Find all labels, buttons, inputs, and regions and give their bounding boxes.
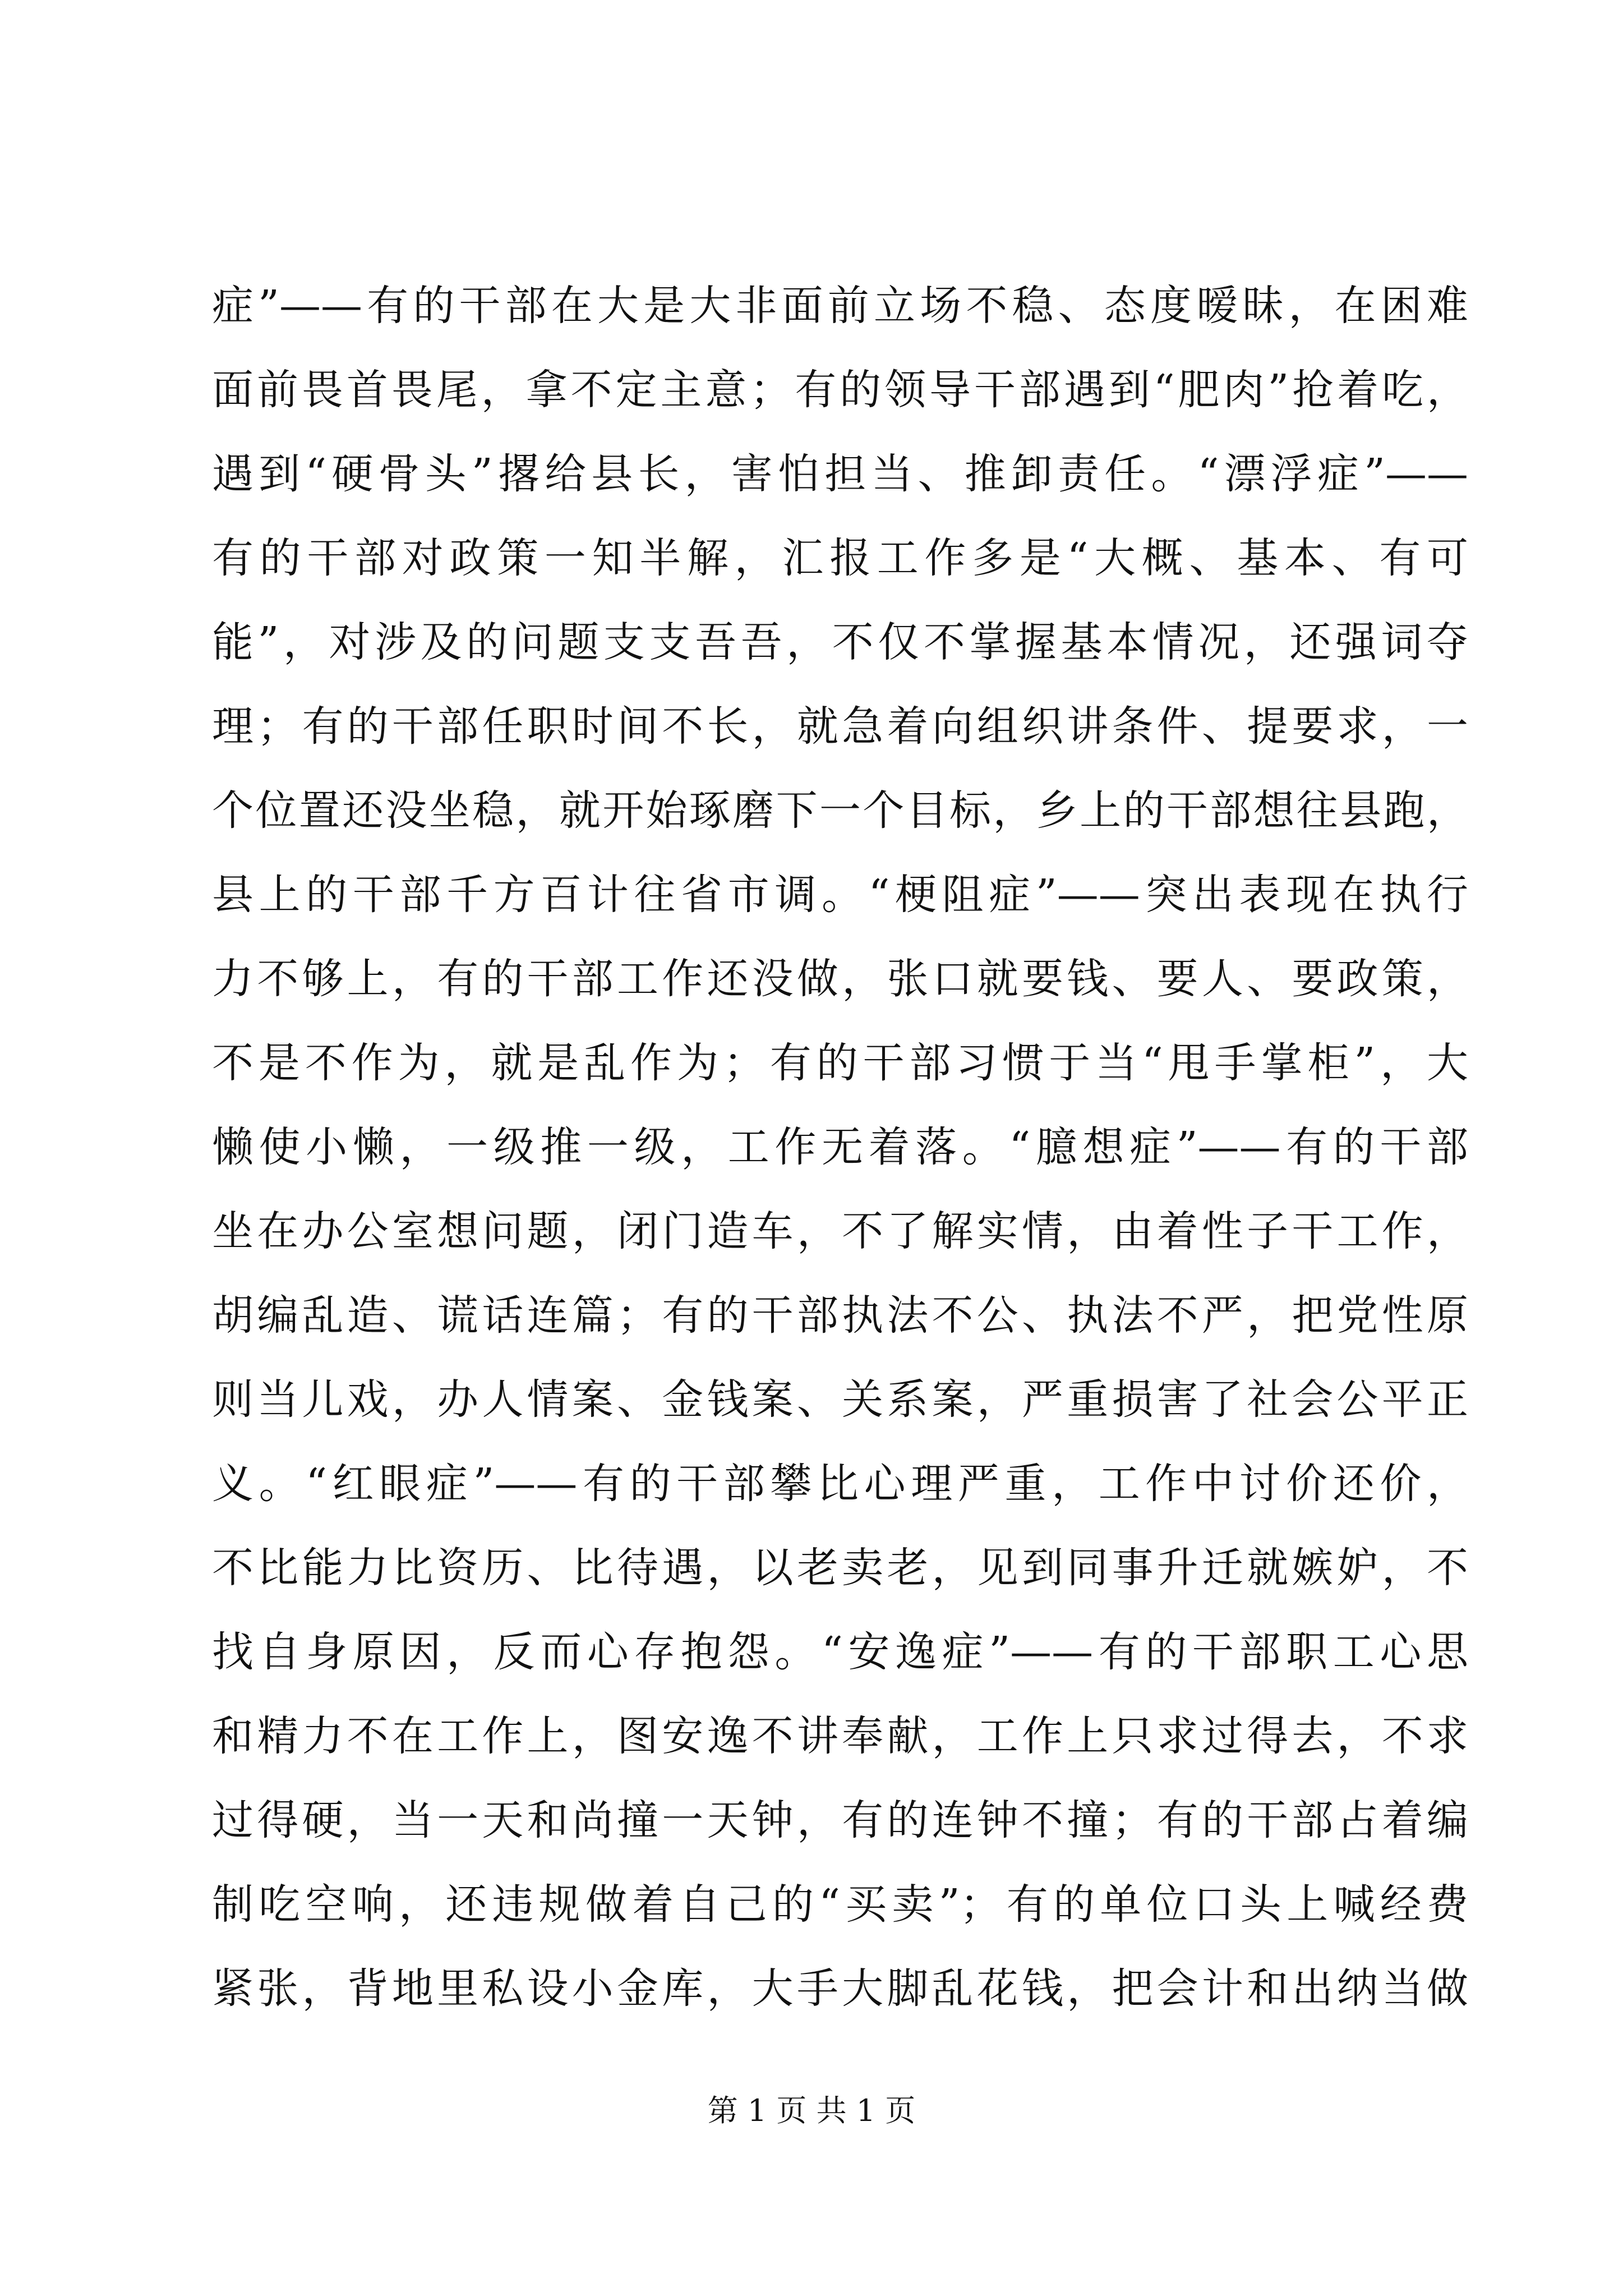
text-line-1: 症”——有的干部在大是大非面前立场不稳、态度暧昧，在困难 [212,282,1468,330]
body-text [212,264,1468,2031]
page-footer [0,2091,1623,2131]
text-line-8: 县上的干部千方百计往省市调。“梗阻症”——突出表现在执行 [212,871,1468,919]
text-line-20: 制吃空响，还违规做着自己的“买卖”；有的单位口头上喊经费 [212,1880,1468,1929]
text-line-3: 遇到“硬骨头”撂给县长，害怕担当、推卸责任。“漂浮症”—— [212,450,1468,498]
text-line-6: 理；有的干部任职时间不长，就急着向组织讲条件、提要求，一 [212,702,1468,751]
text-line-18: 和精力不在工作上，图安逸不讲奉献，工作上只求过得去，不求 [212,1712,1468,1760]
text-line-12: 坐在办公室想问题，闭门造车，不了解实情，由着性子干工作， [212,1207,1468,1255]
text-line-14: 则当儿戏，办人情案、金钱案、关系案，严重损害了社会公平正 [212,1375,1468,1424]
text-line-5: 能”，对涉及的问题支支吾吾，不仅不掌握基本情况，还强词夺 [212,618,1468,666]
text-line-13: 胡编乱造、谎话连篇；有的干部执法不公、执法不严，把党性原 [212,1291,1468,1340]
text-line-21: 紧张，背地里私设小金库，大手大脚乱花钱，把会计和出纳当做 [212,1964,1468,2013]
text-line-17: 找自身原因，反而心存抱怨。“安逸症”——有的干部职工心思 [212,1628,1468,1676]
text-line-9: 力不够上，有的干部工作还没做，张口就要钱、要人、要政策， [212,955,1468,1003]
text-line-11: 懒使小懒，一级推一级，工作无着落。“臆想症”——有的干部 [212,1123,1468,1171]
text-line-15: 义。“红眼症”——有的干部攀比心理严重，工作中讨价还价， [212,1460,1468,1508]
text-line-10: 不是不作为，就是乱作为；有的干部习惯于当“甩手掌柜”，大 [212,1039,1468,1087]
text-line-16: 不比能力比资历、比待遇，以老卖老，见到同事升迁就嫉妒，不 [212,1544,1468,1592]
text-line-7: 个位置还没坐稳，就开始琢磨下一个目标，乡上的干部想往县跑， [212,786,1468,835]
page-number-label: 第 1 页 共 1 页 [707,2093,916,2128]
text-line-2: 面前畏首畏尾，拿不定主意；有的领导干部遇到“肥肉”抢着吃， [212,366,1468,414]
text-line-19: 过得硬，当一天和尚撞一天钟，有的连钟不撞；有的干部占着编 [212,1796,1468,1844]
text-line-4: 有的干部对政策一知半解，汇报工作多是“大概、基本、有可 [212,534,1468,582]
